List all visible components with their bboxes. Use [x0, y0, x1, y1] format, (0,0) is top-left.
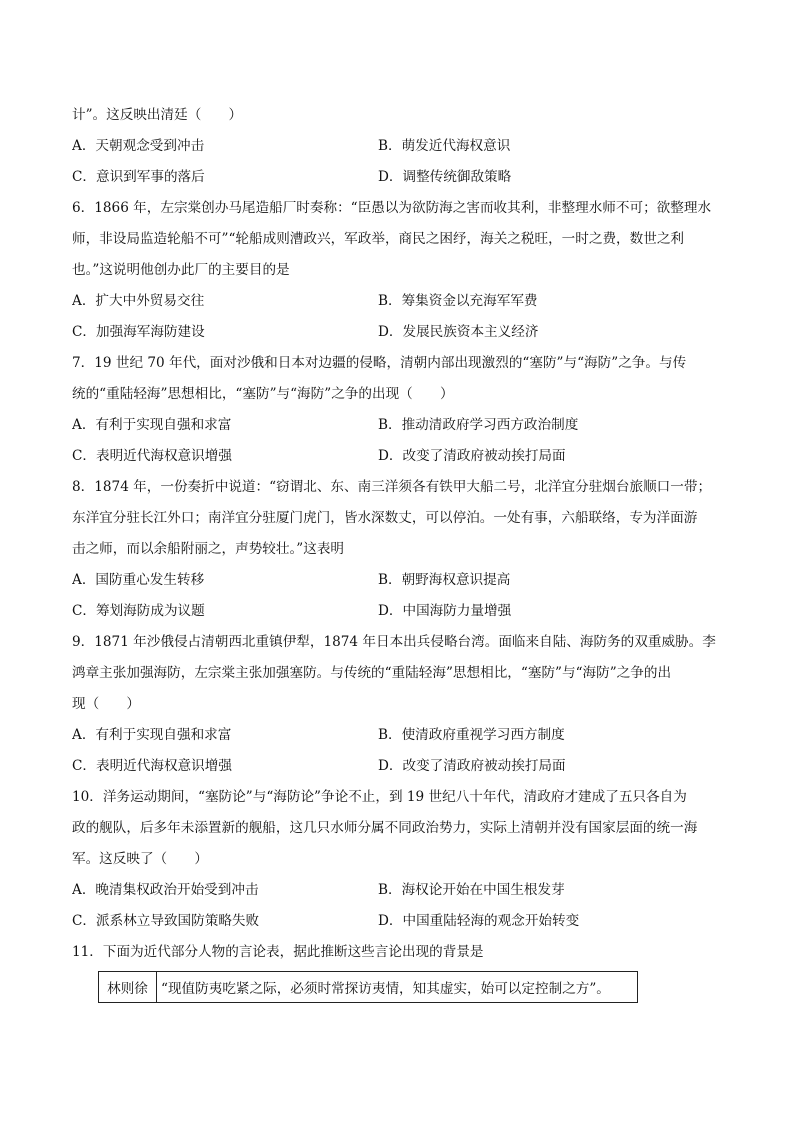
- exam-page: [72, 100, 722, 968]
- q5-option-d[interactable]: D．调整传统御敌策略: [378, 169, 512, 185]
- q8-stem-line-3: 击之师，而以余船附丽之，声势较壮。”这表明: [72, 541, 345, 557]
- q7-options-row-1: [72, 410, 722, 441]
- q11-table-quote: “现值防夷吃紧之际，必须时常探访夷情，知其虚实，始可以定控制之方”。: [161, 981, 610, 997]
- q10-stem-line-1: 10．洋务运动期间，“塞防论”与“海防论”争论不止，到 19 世纪八十年代，清政府才建成了五只各自为: [72, 789, 687, 805]
- q10-options-row-2: [72, 906, 722, 937]
- q6-option-a[interactable]: A．扩大中外贸易交往: [72, 293, 205, 309]
- q11-table-person: 林则徐: [99, 972, 157, 1002]
- q5-options-row-2: [72, 162, 722, 193]
- q5-option-b[interactable]: B．萌发近代海权意识: [378, 138, 511, 154]
- q7-option-d[interactable]: D．改变了清政府被动挨打局面: [378, 448, 566, 464]
- q10-option-d[interactable]: D．中国重陆轻海的观念开始转变: [378, 913, 580, 929]
- q5-options-row-1: [72, 131, 722, 162]
- q9-stem-line-1: 9．1871 年沙俄侵占清朝西北重镇伊犁，1874 年日本出兵侵略台湾。面临来自陆、海防务的双重威胁。李: [72, 634, 716, 650]
- q5-option-a[interactable]: A．天朝观念受到冲击: [72, 138, 205, 154]
- q6-option-d[interactable]: D．发展民族资本主义经济: [378, 324, 539, 340]
- q8-option-b[interactable]: B．朝野海权意识提高: [378, 572, 511, 588]
- q8-option-a[interactable]: A．国防重心发生转移: [72, 572, 205, 588]
- q7-stem-line-1: 7．19 世纪 70 年代，面对沙俄和日本对边疆的侵略，清朝内部出现激烈的“塞防”与“海防”之争。与传: [72, 355, 687, 371]
- q10-option-a[interactable]: A．晚清集权政治开始受到冲击: [72, 882, 259, 898]
- q6-option-c[interactable]: C．加强海军海防建设: [72, 324, 205, 340]
- q10-option-c[interactable]: C．派系林立导致国防策略失败: [72, 913, 260, 929]
- q7-option-b[interactable]: B．推动清政府学习西方政治制度: [378, 417, 579, 433]
- q7-options-row-2: [72, 441, 722, 472]
- q10-options-row-1: [72, 875, 722, 906]
- q8-option-c[interactable]: C．筹划海防成为议题: [72, 603, 205, 619]
- q7-option-a[interactable]: A．有利于实现自强和求富: [72, 417, 232, 433]
- q9-option-b[interactable]: B．使清政府重视学习西方制度: [378, 727, 565, 743]
- q8-stem-line-2: 东洋宜分驻长江外口；南洋宜分驻厦门虎门，皆水深数丈，可以停泊。一处有事，六船联络，专为洋面游: [72, 510, 698, 526]
- q8-stem-line-1: 8．1874 年，一份奏折中说道：“窃谓北、东、南三洋须各有铁甲大船二号，北洋宜分驻烟台旅顺口一带；: [72, 479, 712, 495]
- q6-options-row-1: [72, 286, 722, 317]
- q6-stem-line-3: 也。”这说明他创办此厂的主要目的是: [72, 262, 290, 278]
- q9-options-row-1: [72, 720, 722, 751]
- q7-option-c[interactable]: C．表明近代海权意识增强: [72, 448, 232, 464]
- q9-stem-line-3: 现（ ）: [72, 696, 140, 712]
- q9-options-row-2: [72, 751, 722, 782]
- q6-options-row-2: [72, 317, 722, 348]
- q10-stem-line-3: 军。这反映了（ ）: [72, 851, 208, 867]
- q6-option-b[interactable]: B．筹集资金以充海军军费: [378, 293, 538, 309]
- q5-stem-tail: 计”。这反映出清廷（ ）: [72, 107, 243, 123]
- q9-option-a[interactable]: A．有利于实现自强和求富: [72, 727, 232, 743]
- q6-stem-line-2: 师，非设局监造轮船不可”“轮船成则漕政兴，军政举，商民之困纾，海关之税旺，一时之费，数世之利: [72, 231, 685, 247]
- q8-options-row-2: [72, 596, 722, 627]
- q8-option-d[interactable]: D．中国海防力量增强: [378, 603, 512, 619]
- q9-option-c[interactable]: C．表明近代海权意识增强: [72, 758, 232, 774]
- q9-stem-line-2: 鸿章主张加强海防，左宗棠主张加强塞防。与传统的“重陆轻海”思想相比，“塞防”与“海防”之争的出: [72, 665, 672, 681]
- q6-stem-line-1: 6．1866 年，左宗棠创办马尾造船厂时奏称：“臣愚以为欲防海之害而收其利，非整理水师不可；欲整理水: [72, 200, 712, 216]
- q11-quote-table: [98, 971, 638, 1003]
- q5-option-c[interactable]: C．意识到军事的落后: [72, 169, 205, 185]
- q9-option-d[interactable]: D．改变了清政府被动挨打局面: [378, 758, 566, 774]
- q7-stem-line-2: 统的“重陆轻海”思想相比，“塞防”与“海防”之争的出现（ ）: [72, 386, 454, 402]
- q10-stem-line-2: 政的舰队，后多年未添置新的舰船，这几只水师分属不同政治势力，实际上清朝并没有国家层面的统一海: [72, 820, 698, 836]
- q10-option-b[interactable]: B．海权论开始在中国生根发芽: [378, 882, 565, 898]
- q8-options-row-1: [72, 565, 722, 596]
- q11-stem-line-1: 11．下面为近代部分人物的言论表，据此推断这些言论出现的背景是: [72, 944, 484, 960]
